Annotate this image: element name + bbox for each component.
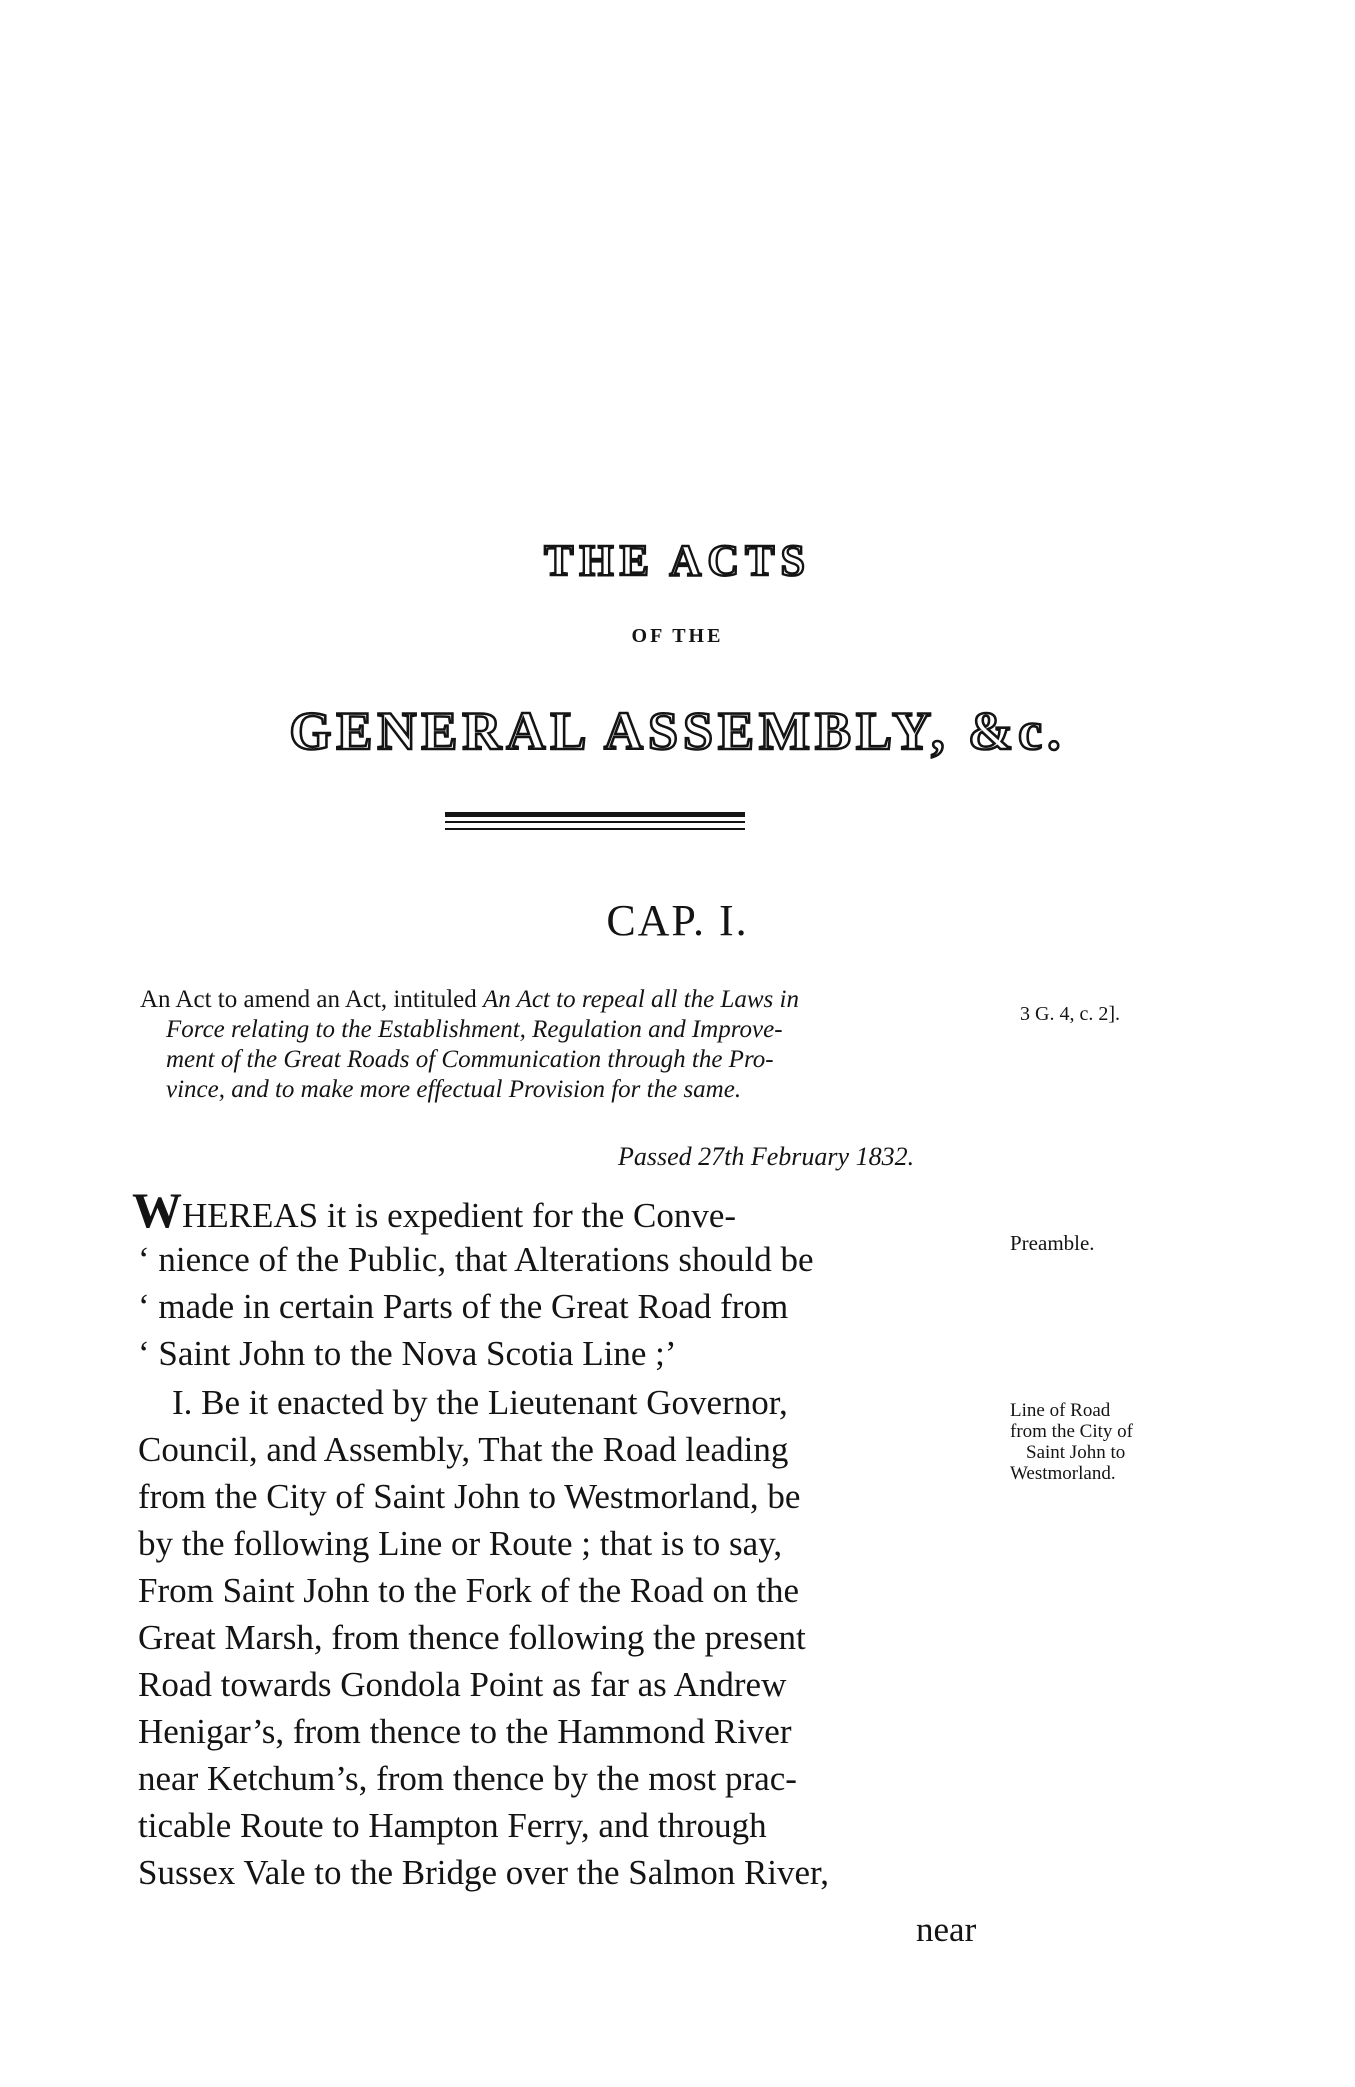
act-title-line: ment of the Great Roads of Communication through the Pro- — [166, 1046, 774, 1073]
body-line: I. Be it enacted by the Lieutenant Governor, — [172, 1383, 788, 1422]
divider-rule — [445, 812, 745, 817]
title-of-the: OF THE — [631, 625, 724, 647]
body-line: from the City of Saint John to Westmorland, be — [138, 1477, 801, 1516]
margin-note-line-of-road: Westmorland. — [1010, 1463, 1116, 1484]
statute-reference: 3 G. 4, c. 2]. — [1020, 1003, 1120, 1025]
body-line-text: HEREAS it is expedient for the Conve- — [182, 1196, 737, 1235]
body-line: ‘ Saint John to the Nova Scotia Line ;’ — [138, 1334, 677, 1373]
catchword: near — [916, 1910, 977, 1949]
act-title-line: Force relating to the Establishment, Regulation and Improve- — [166, 1016, 783, 1043]
body-line: Council, and Assembly, That the Road leading — [138, 1430, 789, 1469]
chapter-heading: CAP. I. — [606, 896, 749, 945]
body-line: near Ketchum’s, from thence by the most prac- — [138, 1759, 797, 1798]
margin-note-line-of-road: Saint John to — [1026, 1442, 1126, 1463]
drop-cap: W — [132, 1182, 182, 1238]
body-line: From Saint John to the Fork of the Road on the — [138, 1571, 800, 1610]
passed-date: Passed 27th February 1832. — [618, 1142, 915, 1171]
act-title-line: vince, and to make more effectual Provision for the same. — [166, 1076, 742, 1103]
body-line: ticable Route to Hampton Ferry, and through — [138, 1806, 767, 1845]
divider-rule — [445, 821, 745, 823]
margin-note-preamble: Preamble. — [1010, 1231, 1095, 1255]
margin-note-line-of-road: from the City of — [1010, 1421, 1133, 1442]
divider-rule — [445, 828, 745, 830]
body-line: Sussex Vale to the Bridge over the Salmon River, — [138, 1853, 830, 1892]
body-line: ‘ made in certain Parts of the Great Road from — [138, 1287, 789, 1326]
page-title: THE ACTS — [544, 536, 811, 585]
title-general-assembly: GENERAL ASSEMBLY, &c. — [289, 701, 1066, 761]
act-title-line: An Act to repeal all the Laws in — [483, 986, 799, 1013]
body-line: Road towards Gondola Point as far as Andrew — [138, 1665, 787, 1704]
body-line — [132, 1182, 737, 1238]
act-title-lead: An Act to amend an Act, intituled — [140, 986, 483, 1013]
body-line: by the following Line or Route ; that is to say, — [138, 1524, 783, 1563]
body-line: Henigar’s, from thence to the Hammond River — [138, 1712, 792, 1751]
body-line: Great Marsh, from thence following the present — [138, 1618, 806, 1657]
margin-note-line-of-road: Line of Road — [1010, 1400, 1111, 1421]
body-line: ‘ nience of the Public, that Alterations should be — [138, 1240, 814, 1279]
act-title — [140, 985, 1000, 1105]
